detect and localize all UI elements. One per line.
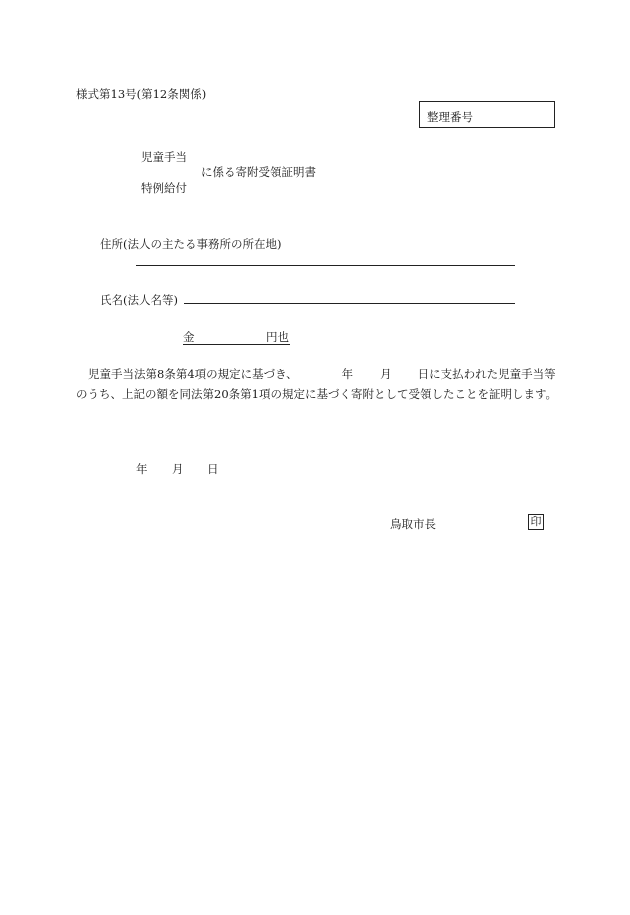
certification-year: 年: [341, 367, 354, 381]
title-suffix: に係る寄附受領証明書: [201, 165, 316, 179]
date-month: 月: [172, 462, 184, 476]
name-label: 氏名(法人名等): [100, 293, 178, 307]
date-year: 年: [136, 462, 148, 476]
amount-suffix: 円也: [266, 330, 289, 344]
name-line: [184, 303, 515, 304]
certification-text-part1: 児童手当法第8条第4項の規定に基づき、: [88, 367, 298, 381]
date-day: 日: [207, 462, 219, 476]
reference-number-box: [419, 101, 555, 128]
title-option-special-benefit: 特例給付: [141, 181, 187, 195]
amount-prefix: 金: [183, 330, 195, 344]
issuer-name: 鳥取市長: [390, 517, 436, 531]
amount-underline: [183, 344, 290, 345]
form-number: 様式第13号(第12条関係): [76, 87, 207, 101]
reference-number-label: 整理番号: [427, 110, 473, 124]
certification-text: [76, 365, 560, 404]
address-label: 住所(法人の主たる事務所の所在地): [100, 237, 282, 251]
certification-month: 月: [380, 367, 392, 381]
seal-mark: 印: [528, 514, 544, 530]
title-option-child-allowance: 児童手当: [141, 150, 187, 164]
address-line: [136, 265, 515, 266]
certification-text-part2: 日に支払われた児童手当等のうち、上記の額を同法第20条第1項の規定に基づく寄附として受領したことを証明します。: [76, 367, 558, 401]
